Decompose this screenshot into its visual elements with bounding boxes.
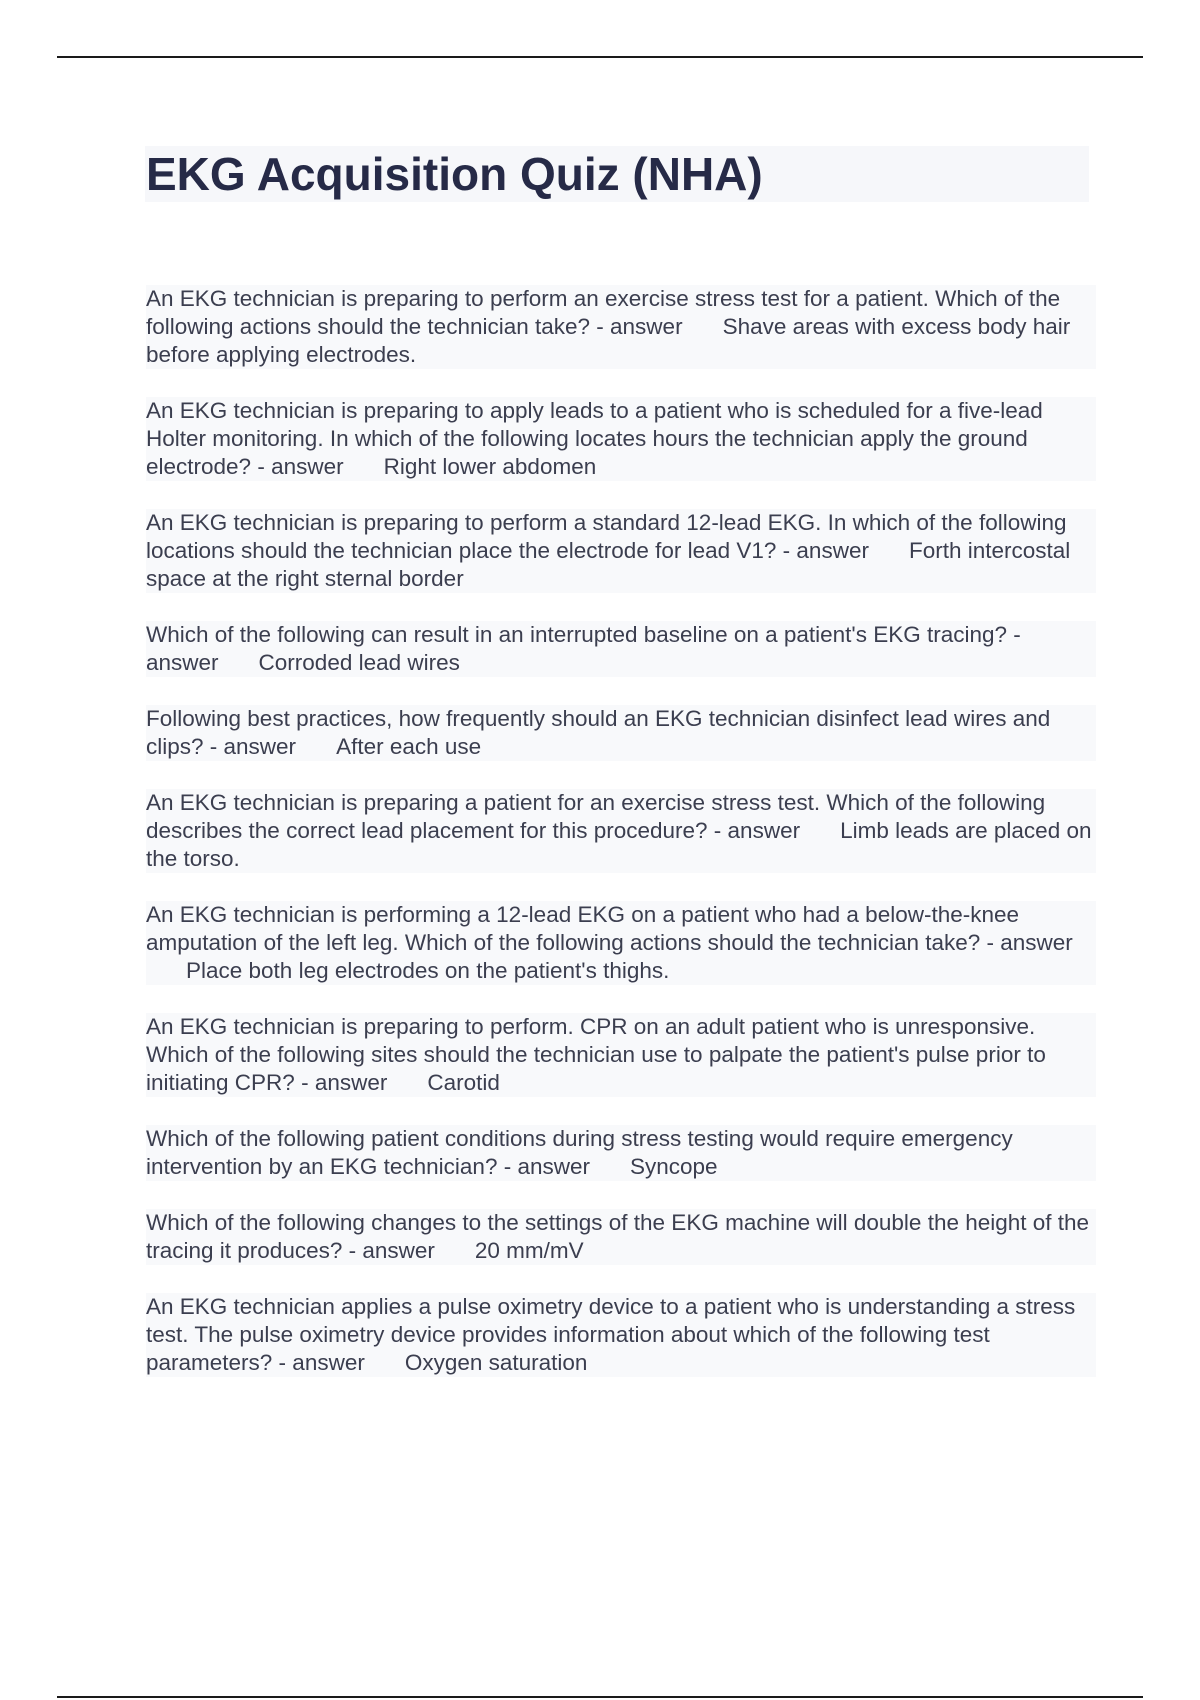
- answer-text: Right lower abdomen: [383, 454, 597, 479]
- page-title: EKG Acquisition Quiz (NHA): [146, 148, 763, 200]
- question-text: An EKG technician is preparing to perform a standard 12-lead EKG. In which of the following locations should the technician place the electrode for lead V1? - answer: [146, 510, 1067, 563]
- qa-item: [146, 705, 1096, 761]
- qa-item: [146, 1293, 1096, 1377]
- answer-text: Forth intercostal space at the right sternal border: [146, 538, 1071, 591]
- qa-item: [146, 1209, 1096, 1265]
- question-text: Which of the following patient conditions during stress testing would require emergency intervention by an EKG technician? - answer: [146, 1126, 1013, 1179]
- answer-text: 20 mm/mV: [474, 1238, 584, 1263]
- answer-text: Limb leads are placed on the torso.: [146, 818, 1092, 871]
- qa-item: [146, 509, 1096, 593]
- qa-item: [146, 621, 1096, 677]
- question-text: An EKG technician is preparing a patient for an exercise stress test. Which of the following describes the correct lead placement for this procedure? - answer: [146, 790, 1046, 843]
- question-text: An EKG technician is preparing to apply leads to a patient who is scheduled for a five-lead Holter monitoring. In which of the following locates hours the technician apply the ground electrode? - answer: [146, 398, 1043, 479]
- answer-text: Corroded lead wires: [258, 650, 460, 675]
- question-text: An EKG technician is preparing to perform. CPR on an adult patient who is unresponsive. Which of the following sites should the technician use to palpate the patient's pulse prior to initiating CPR? - answer: [146, 1014, 1046, 1095]
- answer-text: Oxygen saturation: [404, 1350, 588, 1375]
- qa-item: [146, 285, 1096, 369]
- qa-item: [146, 789, 1096, 873]
- qa-item: [146, 397, 1096, 481]
- answer-text: After each use: [336, 734, 482, 759]
- qa-item: [146, 1013, 1096, 1097]
- question-text: Which of the following changes to the settings of the EKG machine will double the height of the tracing it produces? - answer: [146, 1210, 1090, 1263]
- qa-item: [146, 1125, 1096, 1181]
- question-text: An EKG technician is performing a 12-lead EKG on a patient who had a below-the-knee amputation of the left leg. Which of the following actions should the technician take? - answer: [146, 902, 1073, 955]
- question-text: Which of the following can result in an interrupted baseline on a patient's EKG tracing? - answer: [146, 622, 1021, 675]
- qa-list: [146, 285, 1096, 1405]
- answer-text: Place both leg electrodes on the patient's thighs.: [186, 958, 670, 983]
- question-text: An EKG technician applies a pulse oximetry device to a patient who is understanding a stress test. The pulse oximetry device provides information about which of the following test parameters? - answer: [146, 1294, 1076, 1375]
- bottom-rule: [57, 1696, 1143, 1698]
- top-rule: [57, 56, 1143, 58]
- qa-item: [146, 901, 1096, 985]
- answer-text: Carotid: [427, 1070, 500, 1095]
- question-text: An EKG technician is preparing to perform an exercise stress test for a patient. Which of the following actions should the technician take? - answer: [146, 286, 1061, 339]
- answer-text: Shave areas with excess body hair before applying electrodes.: [146, 314, 1071, 367]
- question-text: Following best practices, how frequently should an EKG technician disinfect lead wires and clips? - answer: [146, 706, 1051, 759]
- answer-text: Syncope: [630, 1154, 718, 1179]
